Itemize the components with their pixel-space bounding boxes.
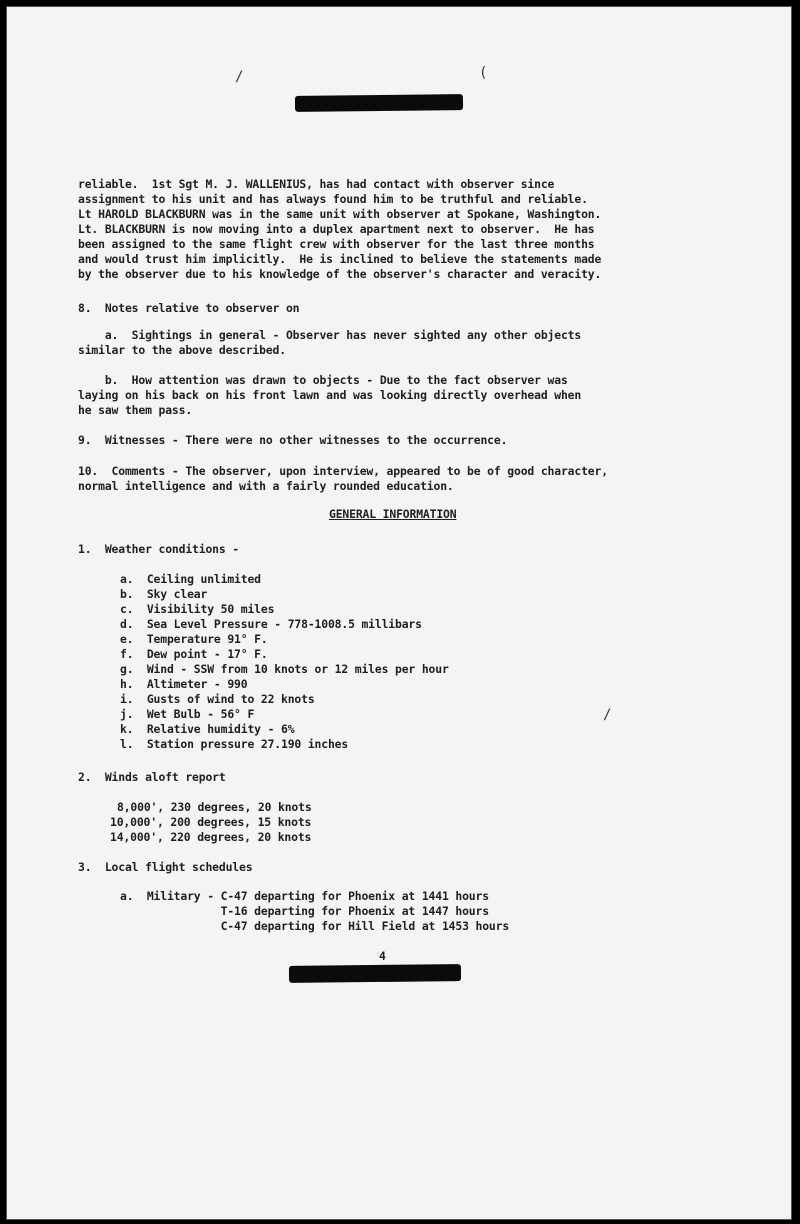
item-8b-line: laying on his back on his front lawn and was looking directly overhead when: [78, 388, 582, 402]
item-8b-line: b. How attention was drawn to objects - Due to the fact observer was: [78, 373, 568, 387]
page-number: 4: [379, 949, 386, 963]
stray-mark: /: [235, 69, 244, 85]
redaction-bar-top: [295, 94, 463, 112]
weather-title: 1. Weather conditions -: [78, 542, 239, 556]
document-page: [6, 6, 792, 1220]
weather-item: d. Sea Level Pressure - 778-1008.5 millibars: [120, 617, 422, 631]
flights-line: T-16 departing for Phoenix at 1447 hours: [120, 904, 489, 918]
text-line: Lt. BLACKBURN is now moving into a duplex apartment next to observer. He has: [78, 222, 595, 236]
text-line: been assigned to the same flight crew with observer for the last three months: [78, 237, 595, 251]
stray-mark: (: [479, 65, 488, 81]
weather-item: f. Dew point - 17° F.: [120, 647, 268, 661]
weather-item: j. Wet Bulb - 56° F: [120, 707, 255, 721]
weather-item: a. Ceiling unlimited: [120, 572, 261, 586]
weather-item: i. Gusts of wind to 22 knots: [120, 692, 315, 706]
item-10-line: 10. Comments - The observer, upon interview, appeared to be of good character,: [78, 464, 608, 478]
stray-mark: /: [603, 707, 612, 723]
weather-item: b. Sky clear: [120, 587, 208, 601]
item-8b-line: he saw them pass.: [78, 403, 193, 417]
flights-title: 3. Local flight schedules: [78, 860, 253, 874]
item-8a-line: similar to the above described.: [78, 343, 286, 357]
text-line: and would trust him implicitly. He is inclined to believe the statements made: [78, 252, 602, 266]
weather-item: c. Visibility 50 miles: [120, 602, 275, 616]
weather-item: l. Station pressure 27.190 inches: [120, 737, 349, 751]
item-10-line: normal intelligence and with a fairly rounded education.: [78, 479, 454, 493]
text-line: Lt HAROLD BLACKBURN was in the same unit with observer at Spokane, Washington.: [78, 207, 602, 221]
winds-item: 8,000', 230 degrees, 20 knots: [117, 800, 312, 814]
weather-item: e. Temperature 91° F.: [120, 632, 268, 646]
weather-item: g. Wind - SSW from 10 knots or 12 miles per hour: [120, 662, 449, 676]
item-8a-line: a. Sightings in general - Observer has never sighted any other objects: [78, 328, 582, 342]
weather-item: k. Relative humidity - 6%: [120, 722, 295, 736]
flights-line: C-47 departing for Hill Field at 1453 hours: [120, 919, 510, 933]
item-9: 9. Witnesses - There were no other witnesses to the occurrence.: [78, 433, 508, 447]
winds-item: 10,000', 200 degrees, 15 knots: [110, 815, 312, 829]
redaction-bar-bottom: [289, 964, 461, 983]
text-line: assignment to his unit and has always found him to be truthful and reliable.: [78, 192, 588, 206]
item-8-title: 8. Notes relative to observer on: [78, 301, 300, 315]
text-line: reliable. 1st Sgt M. J. WALLENIUS, has had contact with observer since: [78, 177, 555, 191]
general-information-heading: GENERAL INFORMATION: [329, 507, 457, 521]
flights-line: a. Military - C-47 departing for Phoenix at 1441 hours: [120, 889, 489, 903]
winds-item: 14,000', 220 degrees, 20 knots: [110, 830, 312, 844]
winds-title: 2. Winds aloft report: [78, 770, 226, 784]
weather-item: h. Altimeter - 990: [120, 677, 248, 691]
text-line: by the observer due to his knowledge of the observer's character and veracity.: [78, 267, 602, 281]
